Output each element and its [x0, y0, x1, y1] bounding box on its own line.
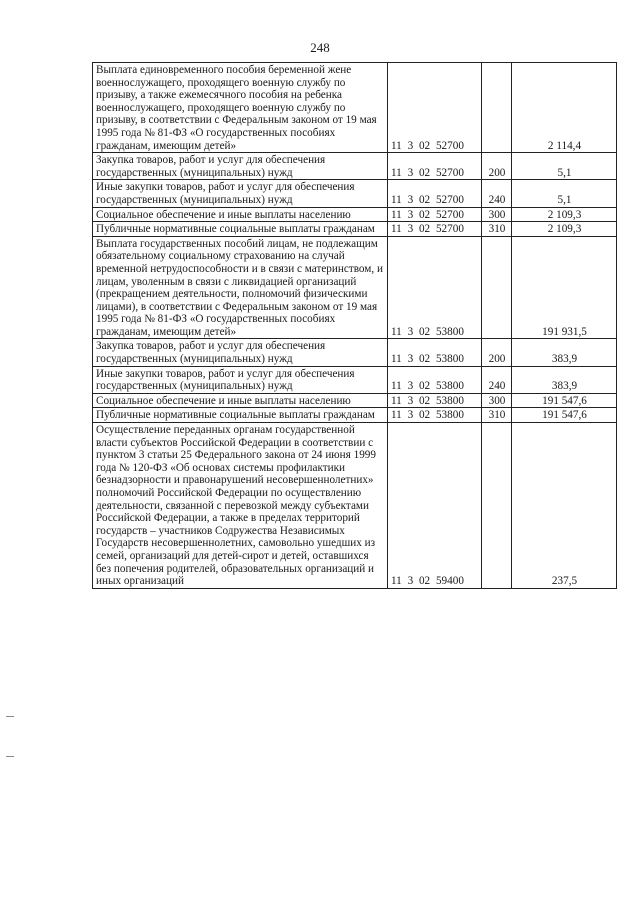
row-target-code: 11 3 02 53800: [388, 366, 482, 393]
row-expense-type: 300: [482, 207, 512, 222]
row-description: Иные закупки товаров, работ и услуг для обеспечения государственных (муниципальных) нужд: [93, 366, 388, 393]
row-expense-type: [482, 423, 512, 589]
row-target-code: 11 3 02 52700: [388, 153, 482, 180]
table-row: [93, 339, 617, 366]
row-description: Выплата государственных пособий лицам, не подлежащим обязательному социальному страхованию на случай временной нетрудоспособности и в связи с материнством, и лицам, уволенным в связи с ликвидацией организаций (прекращением деятельности, полномочий физическими лицами), в соответствии с Федеральным законом от 19 мая 1995 года № 81-ФЗ «О государственных пособиях гражданам, имеющим детей»: [93, 236, 388, 339]
table-row: [93, 207, 617, 222]
row-target-code: 11 3 02 52700: [388, 222, 482, 237]
scan-margin-mark: [6, 716, 14, 717]
row-description: Выплата единовременного пособия беременной жене военнослужащего, проходящего военную службу по призыву, а также ежемесячного пособия на ребенка военнослужащего, проходящего военную службу по призыву, в соответствии с Федеральным законом от 19 мая 1995 года № 81-ФЗ «О государственных пособиях гражданам, имеющим детей»: [93, 63, 388, 153]
row-expense-type: 310: [482, 222, 512, 237]
table-row: [93, 423, 617, 589]
row-amount: 2 114,4: [512, 63, 617, 153]
table-row: [93, 366, 617, 393]
row-description: Социальное обеспечение и иные выплаты населению: [93, 393, 388, 408]
table-row: [93, 393, 617, 408]
row-target-code: 11 3 02 52700: [388, 207, 482, 222]
row-expense-type: 200: [482, 153, 512, 180]
table-row: [93, 408, 617, 423]
table-row: [93, 153, 617, 180]
row-amount: 2 109,3: [512, 207, 617, 222]
row-description: Социальное обеспечение и иные выплаты населению: [93, 207, 388, 222]
table-row: [93, 63, 617, 153]
row-expense-type: 300: [482, 393, 512, 408]
row-target-code: 11 3 02 53800: [388, 393, 482, 408]
row-expense-type: 310: [482, 408, 512, 423]
row-description: Публичные нормативные социальные выплаты гражданам: [93, 222, 388, 237]
budget-table: [92, 62, 617, 589]
table-row: [93, 236, 617, 339]
page-number: 248: [310, 40, 330, 55]
row-description: Закупка товаров, работ и услуг для обеспечения государственных (муниципальных) нужд: [93, 339, 388, 366]
row-description: Закупка товаров, работ и услуг для обеспечения государственных (муниципальных) нужд: [93, 153, 388, 180]
table-row: [93, 222, 617, 237]
row-target-code: 11 3 02 53800: [388, 408, 482, 423]
row-target-code: 11 3 02 53800: [388, 339, 482, 366]
row-amount: 191 931,5: [512, 236, 617, 339]
row-target-code: 11 3 02 52700: [388, 63, 482, 153]
row-target-code: 11 3 02 52700: [388, 180, 482, 207]
row-target-code: 11 3 02 53800: [388, 236, 482, 339]
row-amount: 5,1: [512, 180, 617, 207]
row-expense-type: [482, 63, 512, 153]
row-amount: 237,5: [512, 423, 617, 589]
row-description: Публичные нормативные социальные выплаты гражданам: [93, 408, 388, 423]
scan-margin-mark: [6, 756, 14, 757]
row-target-code: 11 3 02 59400: [388, 423, 482, 589]
row-description: Осуществление переданных органам государственной власти субъектов Российской Федерации в соответствии с пунктом 3 статьи 25 Федерального закона от 24 июня 1999 года № 120-ФЗ «Об основах системы профилактики безнадзорности и правонарушений несовершеннолетних» полномочий Российской Федерации по осуществлению деятельности, связанной с перевозкой между субъектами Российской Федерации, а также в пределах территорий государств – участников Содружества Независимых Государств несовершеннолетних, самовольно ушедших из семей, организаций для детей-сирот и детей, оставшихся без попечения родителей, образовательных организаций и иных организаций: [93, 423, 388, 589]
row-amount: 2 109,3: [512, 222, 617, 237]
row-expense-type: [482, 236, 512, 339]
row-amount: 5,1: [512, 153, 617, 180]
row-amount: 383,9: [512, 339, 617, 366]
row-amount: 191 547,6: [512, 408, 617, 423]
row-amount: 383,9: [512, 366, 617, 393]
row-expense-type: 240: [482, 180, 512, 207]
table-row: [93, 180, 617, 207]
row-amount: 191 547,6: [512, 393, 617, 408]
row-expense-type: 240: [482, 366, 512, 393]
row-expense-type: 200: [482, 339, 512, 366]
row-description: Иные закупки товаров, работ и услуг для обеспечения государственных (муниципальных) нужд: [93, 180, 388, 207]
